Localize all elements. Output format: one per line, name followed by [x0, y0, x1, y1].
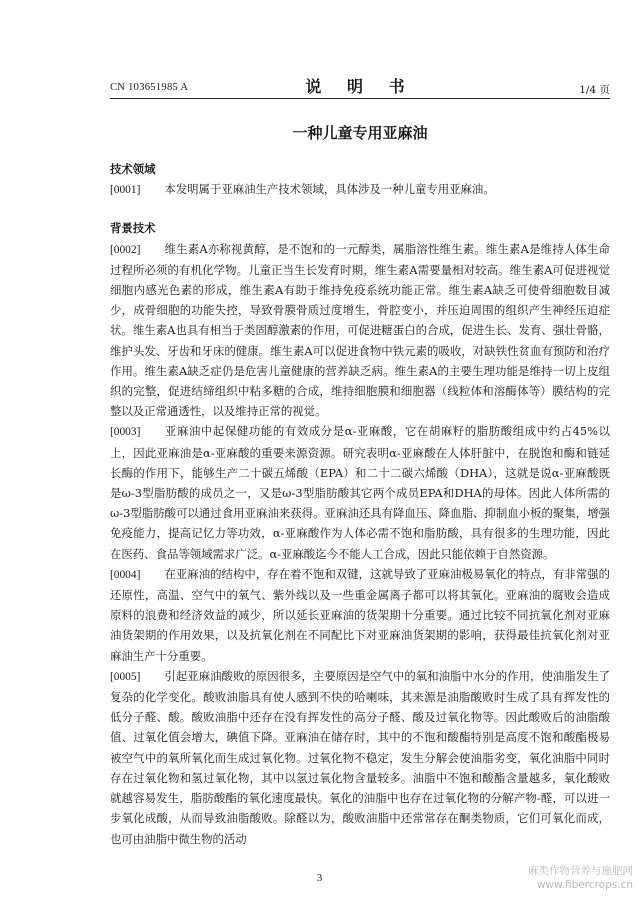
paragraph-text: 本发明属于亚麻油生产技术领域，具体涉及一种儿童专用亚麻油。: [164, 182, 495, 197]
page-header: [110, 74, 610, 96]
paragraph-0001: [110, 179, 610, 200]
document-title: 一种儿童专用亚麻油: [292, 124, 428, 142]
paragraph-number: [0004]: [110, 568, 141, 581]
page-ratio: 1/4 页: [579, 84, 610, 96]
paragraph-text: 维生素A亦称视黄醇，是不饱和的一元醇类，属脂溶性维生素。维生素A是维持人体生命过程所必须的有机化学物。儿童正当生长发育时期，维生素A需要量相对较高。维生素A可促进视觉细胞内感光色素的形成，维生素A有助于维持免疫系统功能正常。维生素A缺乏可使骨细胞数目减少，成骨细胞的功能失控，导致骨膜骨质过度增生，骨腔变小，并压迫周围的组织产生神经压迫症状。维生素A也具有相当于类固醇激素的作用，可促进糖蛋白的合成，促进生长、发育、强壮骨骼，维护头发、牙齿和牙床的健康。维生素A可以促进食物中铁元素的吸收，对缺铁性贫血有预防和治疗作用。维生素A缺乏症仍是危害儿童健康的营养缺乏病。维生素A的主要生理功能是维持一切上皮组织的完整，促进结缔组织中粘多糖的合成，维持细胞膜和细胞器（线粒体和溶酶体等）膜结构的完整以及正常通透性，以及维持正常的视觉。: [110, 241, 610, 419]
watermark-url: www.fibercrops.cn: [536, 879, 633, 891]
watermark-site-name: 麻类作物营养与施肥网: [528, 865, 633, 877]
section-technical-field: [110, 159, 610, 200]
paragraph-0003: [110, 421, 610, 563]
paragraph-0004: [110, 564, 610, 666]
header-rule: [110, 98, 610, 99]
section-heading: 技术领域: [110, 162, 156, 176]
watermark: [493, 864, 633, 892]
paragraph-text: 亚麻油中起保健功能的有效成分是α-亚麻酸，它在胡麻籽的脂肪酸组成中约占45%以上，因此亚麻油是α-亚麻酸的重要来源资源。研究表明α-亚麻酸在人体肝脏中，在脱饱和酶和链延长酶的作用下，能够生产二十碳五烯酸（EPA）和二十二碳六烯酸（DHA），这就是说α-亚麻酸既是ω-3型脂肪酸的成员之一，又是ω-3型脂肪酸其它两个成员EPA和DHA的母体。因此人体所需的ω-3型脂肪酸可以通过食用亚麻油来获得。亚麻油还具有降血压、降血脂、抑制血小板的聚集，增强免疫能力，提高记忆力等功效，α-亚麻酸作为人体必需不饱和脂肪酸，具有很多的生理功能，因此在医药、食品等领域需求广泛。α-亚麻酸迄今不能人工合成，因此只能依赖于自然资源。: [110, 424, 610, 561]
page-number: 3: [316, 872, 323, 884]
paragraph-number: [0001]: [110, 184, 141, 197]
paragraph-text: 在亚麻油的结构中，存在着不饱和双键，这就导致了亚麻油极易氧化的特点，有非常强的还原性，高温、空气中的氧气、紫外线以及一些重金属离子都可以将其氧化。亚麻油的腐败会造成原料的浪费和经济效益的减少，所以延长亚麻油的货架期十分重要。通过比较不同抗氧化剂对亚麻油货架期的作用效果，以及抗氧化剂在不同配比下对亚麻油货架期的影响，获得最佳抗氧化剂对亚麻油生产十分重要。: [110, 566, 610, 663]
paragraph-0002: [110, 239, 610, 422]
document-body: [110, 159, 610, 849]
paragraph-number: [0002]: [110, 243, 141, 256]
paragraph-number: [0005]: [110, 670, 141, 683]
paragraph-text: 引起亚麻油酸败的原因很多，主要原因是空气中的氧和油脂中水分的作用，使油脂发生了复杂的化学变化。酸败油脂具有使人感到不快的哈喇味，其来源是油脂酸败时生成了具有挥发性的低分子醛、酸。酸败油脂中还存在没有挥发性的高分子醛、酸及过氧化物等。因此酸败后的油脂酸值、过氧化值会增大，碘值下降。亚麻油在储存时，其中的不饱和酸酯特别是高度不饱和酸酯极易被空气中的氧所氧化而生成过氧化物。过氧化物不稳定，发生分解会使油脂劣变，氧化油脂中同时存在过氧化物和氢过氧化物，其中以氢过氧化物含量较多。油脂中不饱和酸酯含量越多，氧化酸败就越容易发生，脂肪酸酯的氧化速度最快。氧化的油脂中也存在过氧化物的分解产物-醛，可以进一步氧化成酸，从而导致油脂酸败。除醛以为，酸败油脂中还常常存在酮类物质，它们可氧化而成，也可由油脂中微生物的活动: [110, 668, 610, 846]
publication-number: CN 103651985 A: [110, 82, 189, 93]
paragraph-0005: [110, 666, 610, 849]
paragraph-number: [0003]: [110, 426, 141, 439]
document-type: 说 明 书: [305, 77, 415, 96]
section-heading: 背景技术: [110, 221, 156, 236]
section-background: [110, 218, 610, 848]
